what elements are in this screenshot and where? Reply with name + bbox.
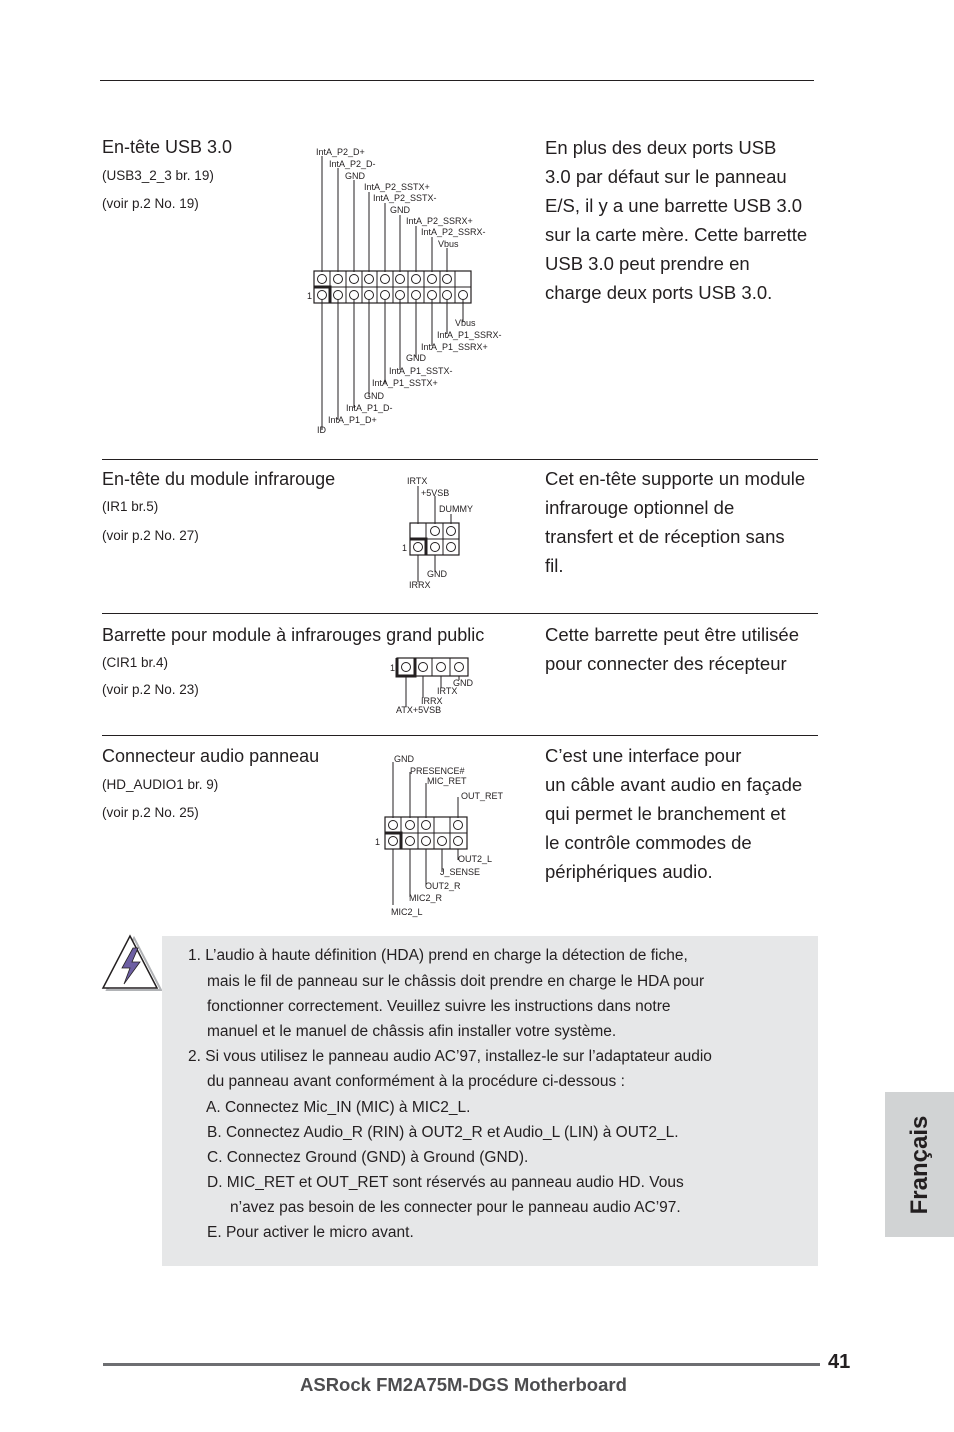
pin-label: IntA_P2_SSTX- — [373, 193, 437, 203]
pin-label: IntA_P2_SSRX+ — [406, 216, 473, 226]
pin-label: GND — [390, 205, 410, 215]
warning-lightning-icon — [100, 934, 164, 994]
ir-header-page-ref: (voir p.2 No. 27) — [102, 528, 199, 543]
desc-line: C’est une interface pour — [545, 745, 742, 766]
pin-label: GND — [427, 569, 447, 579]
desc-line: charge deux ports USB 3.0. — [545, 282, 773, 303]
pin-label: Vbus — [455, 318, 476, 328]
usb-header-description — [545, 133, 825, 307]
pin-label: GND — [364, 391, 384, 401]
audio-header-page-ref: (voir p.2 No. 25) — [102, 805, 199, 820]
desc-line: infrarouge optionnel de — [545, 497, 735, 518]
desc-line: fil. — [545, 555, 564, 576]
desc-line: En plus des deux ports USB — [545, 137, 777, 158]
audio-header-title: Connecteur audio panneau — [102, 746, 320, 766]
desc-line: périphériques audio. — [545, 861, 713, 882]
note-line: 1. L’audio à haute définition (HDA) prend en charge la détection de fiche, — [188, 947, 688, 964]
footer-title: ASRock FM2A75M-DGS Motherboard — [300, 1374, 627, 1395]
usb-header-ref: (USB3_2_3 br. 19) — [102, 168, 214, 183]
pin-label: PRESENCE# — [410, 766, 465, 776]
pin-label: GND — [453, 678, 473, 688]
pin-label: GND — [345, 171, 365, 181]
pin-label: IRRX — [409, 580, 431, 590]
pin-one-marker: 1 — [390, 663, 396, 673]
note-line: B. Connectez Audio_R (RIN) à OUT2_R et Audio_L (LIN) à OUT2_L. — [207, 1124, 679, 1141]
pin-label: J_SENSE — [440, 867, 481, 877]
cir-header-ref: (CIR1 br.4) — [102, 655, 169, 670]
section-divider — [102, 613, 818, 614]
desc-line: qui permet le branchement et — [545, 803, 786, 824]
ir-header-description — [545, 464, 825, 580]
note-line: du panneau avant conformément à la procédure ci-dessous : — [207, 1073, 625, 1090]
section-divider — [102, 735, 818, 736]
pin-label: IntA_P1_SSTX- — [389, 366, 453, 376]
desc-line: sur la carte mère. Cette barrette — [545, 224, 808, 245]
pin-label: IRRX — [421, 696, 443, 706]
pin-label: IntA_P2_SSTX+ — [364, 182, 430, 192]
desc-line: un câble avant audio en façade — [545, 774, 803, 795]
cir-header-description — [545, 620, 825, 678]
audio-header-pin-diagram — [368, 750, 518, 922]
section-divider — [102, 459, 818, 460]
pin-label: ATX+5VSB — [396, 705, 442, 715]
ir-header-pin-diagram — [390, 470, 520, 595]
cir-header-pin-diagram — [385, 652, 495, 722]
pin-one-marker: 1 — [307, 291, 313, 301]
note-line: A. Connectez Mic_IN (MIC) à MIC2_L. — [206, 1099, 471, 1116]
note-line: n’avez pas besoin de les connecter pour le panneau audio AC’97. — [230, 1199, 681, 1216]
pin-label: IntA_P2_D+ — [316, 147, 365, 157]
desc-line: E/S, il y a une barrette USB 3.0 — [545, 195, 803, 216]
pin-label: MIC_RET — [427, 776, 467, 786]
pin-label: MIC2_R — [409, 893, 443, 903]
pin-label: IntA_P2_D- — [329, 159, 376, 169]
pin-label: MIC2_L — [391, 907, 423, 917]
pin-label: DUMMY — [439, 504, 473, 514]
ir-header-ref: (IR1 br.5) — [102, 499, 159, 514]
footer-rule — [103, 1363, 820, 1366]
pin-label: OUT2_L — [458, 854, 493, 864]
pin-label: GND — [406, 353, 426, 363]
pin-label: +5VSB — [421, 488, 450, 498]
desc-line: le contrôle commodes de — [545, 832, 752, 853]
pin-label: IRTX — [437, 686, 458, 696]
cir-header-page-ref: (voir p.2 No. 23) — [102, 682, 199, 697]
desc-line: Cette barrette peut être utilisée — [545, 624, 800, 645]
cir-header-title: Barrette pour module à infrarouges grand public — [102, 625, 485, 645]
usb-header-page-ref: (voir p.2 No. 19) — [102, 196, 199, 211]
note-line: fonctionner correctement. Veuillez suivre les instructions dans notre — [207, 998, 671, 1015]
language-side-tab — [885, 1092, 954, 1237]
desc-line: pour connecter des récepteur — [545, 653, 787, 674]
pin-label: GND — [394, 754, 414, 764]
pin-label: IntA_P1_SSRX+ — [421, 342, 488, 352]
pin-label: IRTX — [407, 476, 428, 486]
note-line: D. MIC_RET et OUT_RET sont réservés au panneau audio HD. Vous — [207, 1174, 684, 1191]
desc-line: Cet en-tête supporte un module — [545, 468, 806, 489]
desc-line: USB 3.0 peut prendre en — [545, 253, 750, 274]
usb-header-title: En-tête USB 3.0 — [102, 137, 233, 157]
pin-label: ID — [317, 425, 326, 435]
pin-one-marker: 1 — [375, 837, 381, 847]
language-label: Français — [905, 1115, 933, 1214]
top-rule — [100, 80, 814, 81]
pin-label: OUT_RET — [461, 791, 504, 801]
desc-line: 3.0 par défaut sur le panneau — [545, 166, 787, 187]
desc-line: transfert et de réception sans — [545, 526, 785, 547]
ir-header-title: En-tête du module infrarouge — [102, 469, 336, 489]
pin-label: IntA_P2_SSRX- — [421, 227, 486, 237]
pin-label: IntA_P1_SSTX+ — [372, 378, 438, 388]
pin-one-marker: 1 — [402, 543, 408, 553]
pin-label: Vbus — [438, 239, 459, 249]
usb-header-pin-diagram — [300, 140, 530, 440]
page-number: 41 — [828, 1351, 851, 1373]
note-line: mais le fil de panneau sur le châssis doit prendre en charge le HDA pour — [207, 973, 705, 990]
note-line: E. Pour activer le micro avant. — [207, 1224, 414, 1241]
pin-label: OUT2_R — [425, 881, 461, 891]
note-line: manuel et le manuel de châssis afin installer votre système. — [207, 1023, 617, 1040]
pin-label: IntA_P1_SSRX- — [437, 330, 502, 340]
note-line: 2. Si vous utilisez le panneau audio AC’97, installez-le sur l’adaptateur audio — [188, 1048, 712, 1065]
note-line: C. Connectez Ground (GND) à Ground (GND). — [207, 1149, 529, 1166]
pin-label: IntA_P1_D- — [346, 403, 393, 413]
pin-label: IntA_P1_D+ — [328, 415, 377, 425]
audio-header-ref: (HD_AUDIO1 br. 9) — [102, 777, 219, 792]
note-box — [162, 936, 818, 1266]
audio-header-description — [545, 741, 825, 886]
